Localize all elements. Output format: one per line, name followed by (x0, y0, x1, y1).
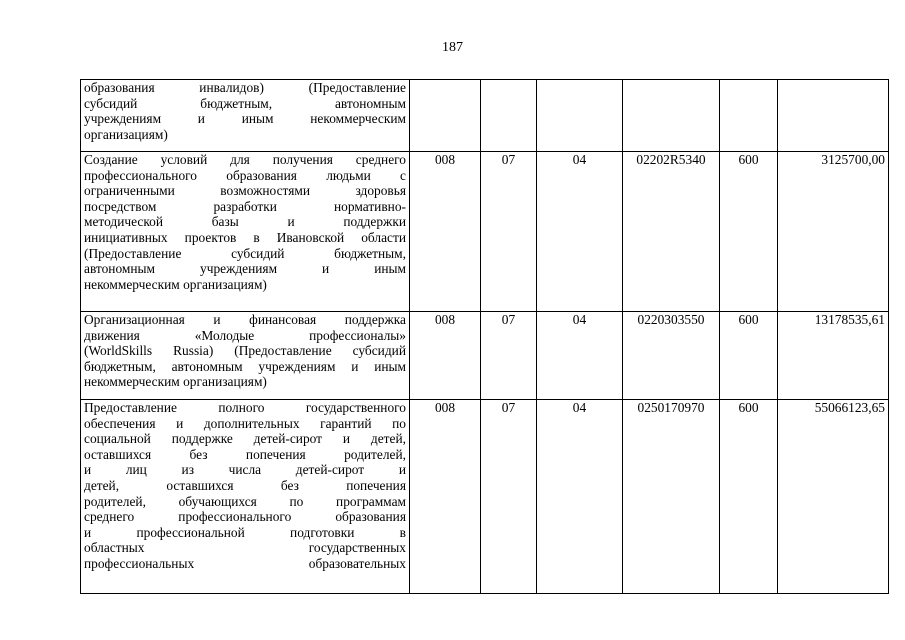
row-2-name-line: бюджетным, автономным учреждениям и иным (84, 358, 406, 374)
row-3-name-line: и лиц из числа детей-сирот и (84, 462, 406, 478)
row-1-name-line: инициативных проектов в Ивановской области (84, 229, 406, 245)
row-0-amount-cell (778, 80, 889, 152)
row-1-name-line: методической базы и поддержки (84, 214, 406, 230)
row-3-name-line: детей, оставшихся без попечения (84, 477, 406, 493)
row-0-section-cell (481, 80, 537, 152)
row-0-name-line: учреждениям и иным некоммерческим (84, 111, 406, 127)
row-3-name-line: родителей, обучающихся по программам (84, 493, 406, 509)
row-1-admin-cell: 008 (410, 152, 481, 312)
page-number: 187 (442, 40, 463, 55)
row-2-target-cell: 0220303550 (623, 312, 720, 400)
row-0-target-cell (623, 80, 720, 152)
row-1-name-line: автономным учреждениям и иным (84, 261, 406, 277)
row-1-subsection-cell: 04 (537, 152, 623, 312)
row-0-name-line: образования инвалидов) (Предоставление (84, 80, 406, 95)
table-row (81, 152, 889, 312)
row-2-name-line: Организационная и финансовая поддержка (84, 312, 406, 327)
row-0-admin-cell (410, 80, 481, 152)
row-3-name-line: и профессиональной подготовки в (84, 524, 406, 540)
row-2-name-line: некоммерческим организациям) (84, 374, 267, 390)
row-3-name-line: профессиональных образовательных (84, 555, 406, 571)
row-2-name-cell (81, 312, 410, 400)
row-2-subsection-cell: 04 (537, 312, 623, 400)
row-3-section-cell: 07 (481, 400, 537, 594)
table-row (81, 400, 889, 594)
table-row (81, 80, 889, 152)
row-0-subsection-cell (537, 80, 623, 152)
row-3-type-cell: 600 (720, 400, 778, 594)
row-1-name-line: Создание условий для получения среднего (84, 152, 406, 167)
row-0-name-line: организациям) (84, 126, 168, 142)
budget-table (80, 79, 889, 594)
row-1-amount-cell: 3125700,00 (778, 152, 889, 312)
row-2-name-line: (WorldSkills Russia) (Предоставление субсидий (84, 343, 406, 359)
row-3-admin-cell: 008 (410, 400, 481, 594)
row-2-amount-cell: 13178535,61 (778, 312, 889, 400)
row-2-name-line: движения «Молодые профессионалы» (84, 327, 406, 343)
row-1-name-line: (Предоставление субсидий бюджетным, (84, 245, 406, 261)
row-3-amount-cell: 55066123,65 (778, 400, 889, 594)
row-3-subsection-cell: 04 (537, 400, 623, 594)
row-3-target-cell: 0250170970 (623, 400, 720, 594)
table-row (81, 312, 889, 400)
row-2-admin-cell: 008 (410, 312, 481, 400)
row-1-name-line: некоммерческим организациям) (84, 276, 267, 292)
row-1-name-line: посредством разработки нормативно- (84, 198, 406, 214)
row-0-name-line: субсидий бюджетным, автономным (84, 95, 406, 111)
row-1-type-cell: 600 (720, 152, 778, 312)
row-3-name-line: областных государственных (84, 540, 406, 556)
row-3-name-line: оставшихся без попечения родителей, (84, 446, 406, 462)
row-1-name-line: профессионального образования людьми с (84, 167, 406, 183)
row-3-name-line: обеспечения и дополнительных гарантий по (84, 415, 406, 431)
row-3-name-line: Предоставление полного государственного (84, 400, 406, 415)
row-2-type-cell: 600 (720, 312, 778, 400)
row-2-section-cell: 07 (481, 312, 537, 400)
row-0-type-cell (720, 80, 778, 152)
row-1-name-cell (81, 152, 410, 312)
row-1-name-line: ограниченными возможностями здоровья (84, 183, 406, 199)
row-3-name-line: социальной поддержке детей-сирот и детей, (84, 431, 406, 447)
row-1-target-cell: 02202R5340 (623, 152, 720, 312)
row-3-name-line: среднего профессионального образования (84, 509, 406, 525)
row-0-name-cell (81, 80, 410, 152)
table-body (81, 80, 889, 594)
row-3-name-cell (81, 400, 410, 594)
row-1-section-cell: 07 (481, 152, 537, 312)
